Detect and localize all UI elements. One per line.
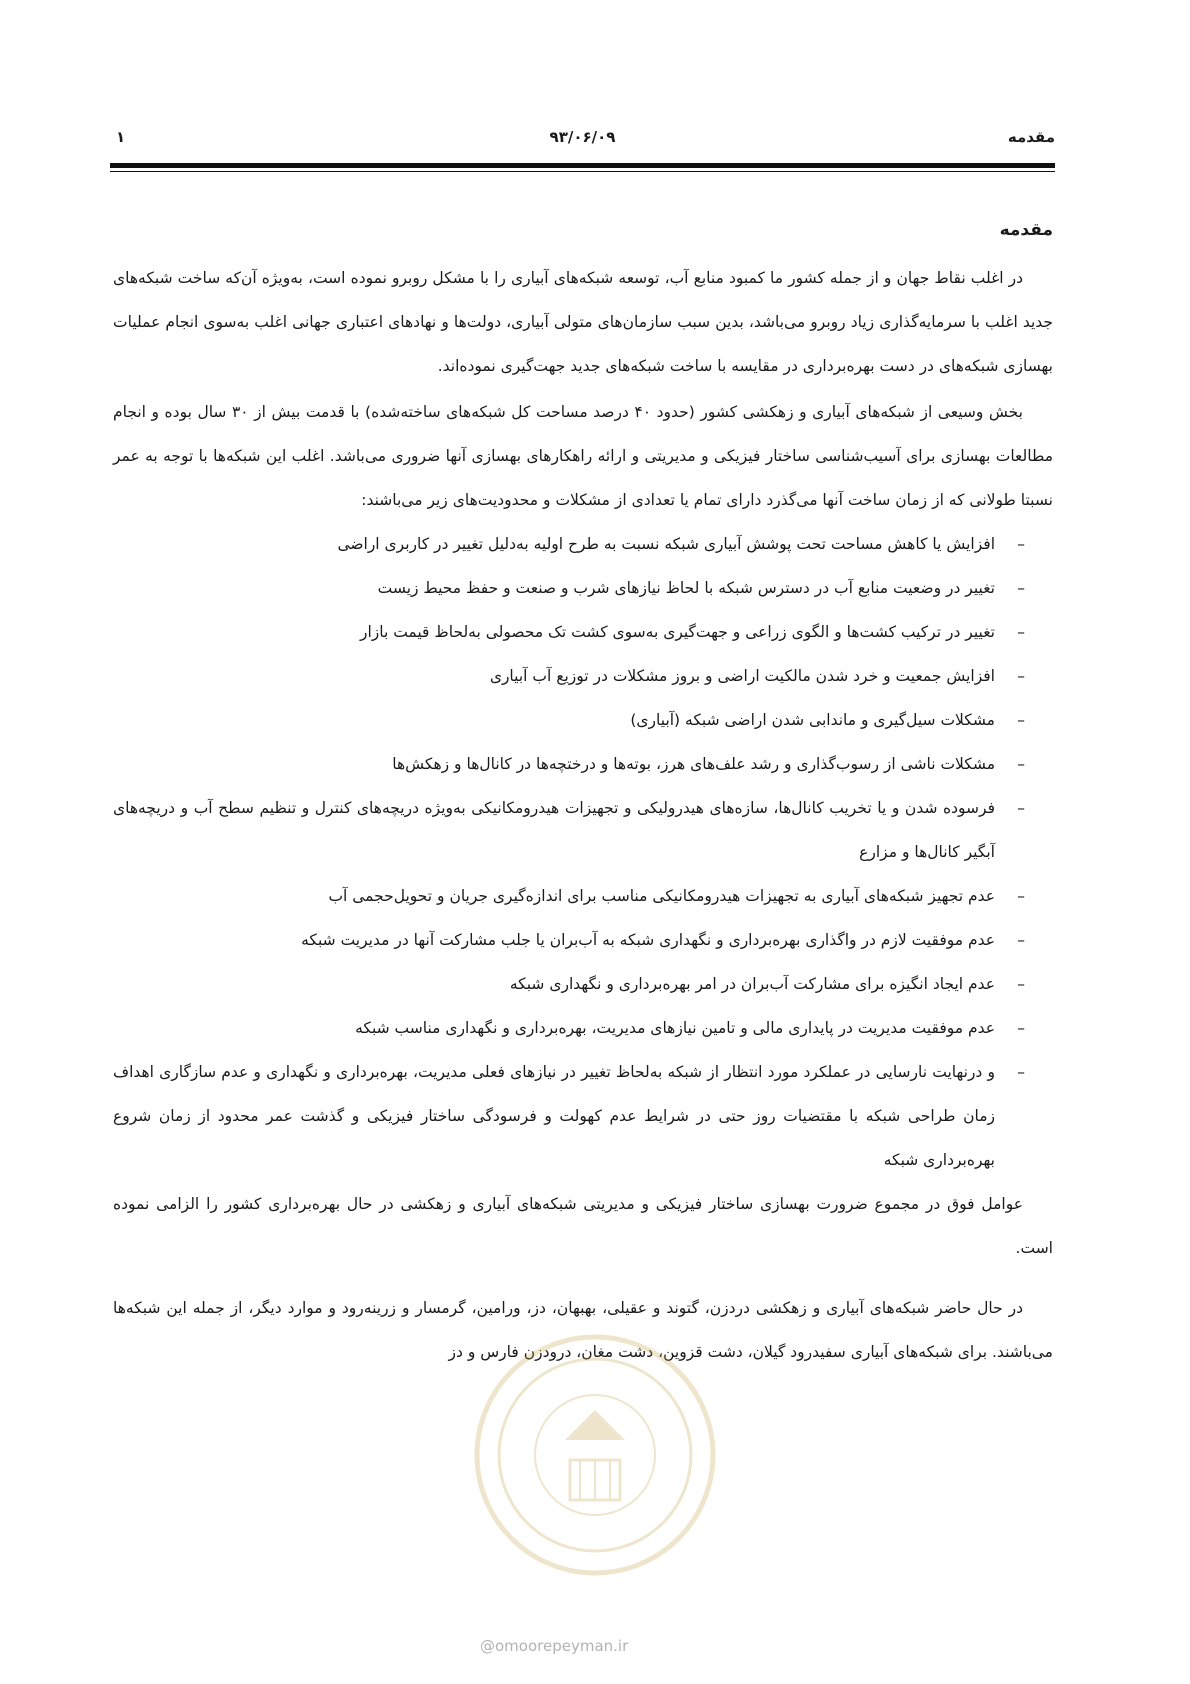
page-header: [110, 128, 1055, 154]
bullet-dash: –: [1017, 799, 1025, 817]
bullet-dash: –: [1017, 931, 1025, 949]
bullet-dash: –: [1017, 579, 1025, 597]
list-item-text: فرسوده شدن و یا تخریب کانال‌ها، سازه‌های هیدرولیکی و تجهیزات هیدرومکانیکی به‌ویژه دریچه‌های کنترل و تنظیم سطح آب و دریچه‌های آبگیر کانال‌ها و مزارع: [113, 799, 995, 861]
list-item-text: مشکلات ناشی از رسوب‌گذاری و رشد علف‌های هرز، بوته‌ها و درختچه‌ها در کانال‌ها و زهکش‌ها: [392, 755, 995, 773]
bullet-dash: –: [1017, 623, 1025, 641]
watermark-text: @omoorepeyman.ir: [480, 1637, 629, 1655]
list-item-text: افزایش یا کاهش مساحت تحت پوشش آبیاری شبکه نسبت به طرح اولیه به‌دلیل تغییر در کاربری اراضی: [337, 535, 995, 553]
list-item: [113, 566, 1025, 610]
list-item-text: عدم تجهیز شبکه‌های آبیاری به تجهیزات هیدرومکانیکی مناسب برای اندازه‌گیری جریان و تحویل‌حجمی آب: [328, 887, 995, 905]
list-item-text: و درنهایت نارسایی در عملکرد مورد انتظار از شبکه به‌لحاظ تغییر در نیازهای فعلی مدیریت، بهره‌برداری و نگهداری و عدم سازگاری اهداف زمان طراحی شبکه با مقتضیات روز حتی در شرایط عدم کهولت و فرسودگی ساختار فیزیکی و گذشت عمر محدود از زمان شروع بهره‌برداری شبکه: [113, 1063, 995, 1169]
bullet-dash: –: [1017, 975, 1025, 993]
problems-list: [113, 522, 1053, 1182]
list-item: [113, 742, 1025, 786]
section-heading: مقدمه: [999, 220, 1053, 240]
list-item-text: عدم موفقیت مدیریت در پایداری مالی و تامین نیازهای مدیریت، بهره‌برداری و نگهداری مناسب شبکه: [355, 1019, 995, 1037]
list-item: [113, 654, 1025, 698]
list-item: [113, 698, 1025, 742]
list-item: [113, 962, 1025, 1006]
list-item: [113, 918, 1025, 962]
paragraph-current-networks: در حال حاضر شبکه‌های آبیاری و زهکشی دردزن، گتوند و عقیلی، بهبهان، دز، ورامین، گرمسار و زرینه‌رود و موارد دیگر، از جمله این شبکه‌ها می‌باشند. برای شبکه‌های آبیاری سفیدرود گیلان، دشت قزوین، دشت مغان، درودزن فارس و دز: [113, 1298, 1053, 1361]
paragraph-conclusion: عوامل فوق در مجموع ضرورت بهسازی ساختار فیزیکی و مدیریتی شبکه‌های آبیاری و زهکشی در حال بهره‌برداری کشور را الزامی نموده است.: [113, 1195, 1053, 1257]
list-item-text: تغییر در وضعیت منابع آب در دسترس شبکه با لحاظ نیازهای شرب و صنعت و حفظ محیط زیست: [377, 579, 995, 597]
paragraph-intro: در اغلب نقاط جهان و از جمله کشور ما کمبود منابع آب، توسعه شبکه‌های آبیاری را با مشکل روبرو نموده است، به‌ویژه آن‌که ساخت شبکه‌های جدید اغلب با سرمایه‌گذاری زیاد روبرو می‌باشد، بدین سبب سازمان‌های متولی آبیاری، دولت‌ها و نهادهای اعتباری جهانی اغلب به‌سوی انجام عملیات بهسازی شبکه‌های در دست بهره‌برداری در مقایسه با ساخت شبکه‌های جدید جهت‌گیری نموده‌اند.: [113, 269, 1053, 375]
list-item-text: مشکلات سیل‌گیری و ماندابی شدن اراضی شبکه (آبیاری): [630, 711, 995, 729]
bullet-dash: –: [1017, 1019, 1025, 1037]
bullet-dash: –: [1017, 1063, 1025, 1081]
list-item: [113, 610, 1025, 654]
bullet-dash: –: [1017, 667, 1025, 685]
list-item-text: تغییر در ترکیب کشت‌ها و الگوی زراعی و جهت‌گیری به‌سوی کشت تک محصولی به‌لحاظ قیمت بازار: [359, 623, 995, 641]
list-item-text: عدم موفقیت لازم در واگذاری بهره‌برداری و نگهداری شبکه به آب‌بران یا جلب مشارکت آنها در مدیریت شبکه: [301, 931, 995, 949]
list-item: [113, 874, 1025, 918]
list-item-text: عدم ایجاد انگیزه برای مشارکت آب‌بران در امر بهره‌برداری و نگهداری شبکه: [509, 975, 995, 993]
header-rule-thick: [110, 163, 1055, 168]
list-item: [113, 522, 1025, 566]
header-section-title: مقدمه: [1007, 128, 1055, 146]
list-item: [113, 786, 1025, 874]
bullet-dash: –: [1017, 535, 1025, 553]
list-item: [113, 1050, 1025, 1182]
bullet-dash: –: [1017, 711, 1025, 729]
bullet-dash: –: [1017, 755, 1025, 773]
page-body: [113, 220, 1053, 1374]
header-page-number: ۱: [116, 128, 126, 146]
seal-logo-icon: [470, 1330, 720, 1580]
header-date: ۹۳/۰۶/۰۹: [549, 128, 616, 146]
bullet-dash: –: [1017, 887, 1025, 905]
list-item-text: افزایش جمعیت و خرد شدن مالکیت اراضی و بروز مشکلات در توزیع آب آبیاری: [489, 667, 995, 685]
header-rule-thin: [110, 171, 1055, 172]
list-item: [113, 1006, 1025, 1050]
paragraph-problems: بخش وسیعی از شبکه‌های آبیاری و زهکشی کشور (حدود ۴۰ درصد مساحت کل شبکه‌های ساخته‌شده) با قدمت بیش از ۳۰ سال بوده و انجام مطالعات بهسازی برای آسیب‌شناسی ساختار فیزیکی و مدیریتی و ارائه راهکارهای بهسازی آنها ضروری می‌باشد. اغلب این شبکه‌ها با توجه به عمر نسبتا طولانی که از زمان ساخت آنها می‌گذرد دارای تمام یا تعدادی از مشکلات و محدودیت‌های زیر می‌باشند:: [113, 403, 1053, 509]
